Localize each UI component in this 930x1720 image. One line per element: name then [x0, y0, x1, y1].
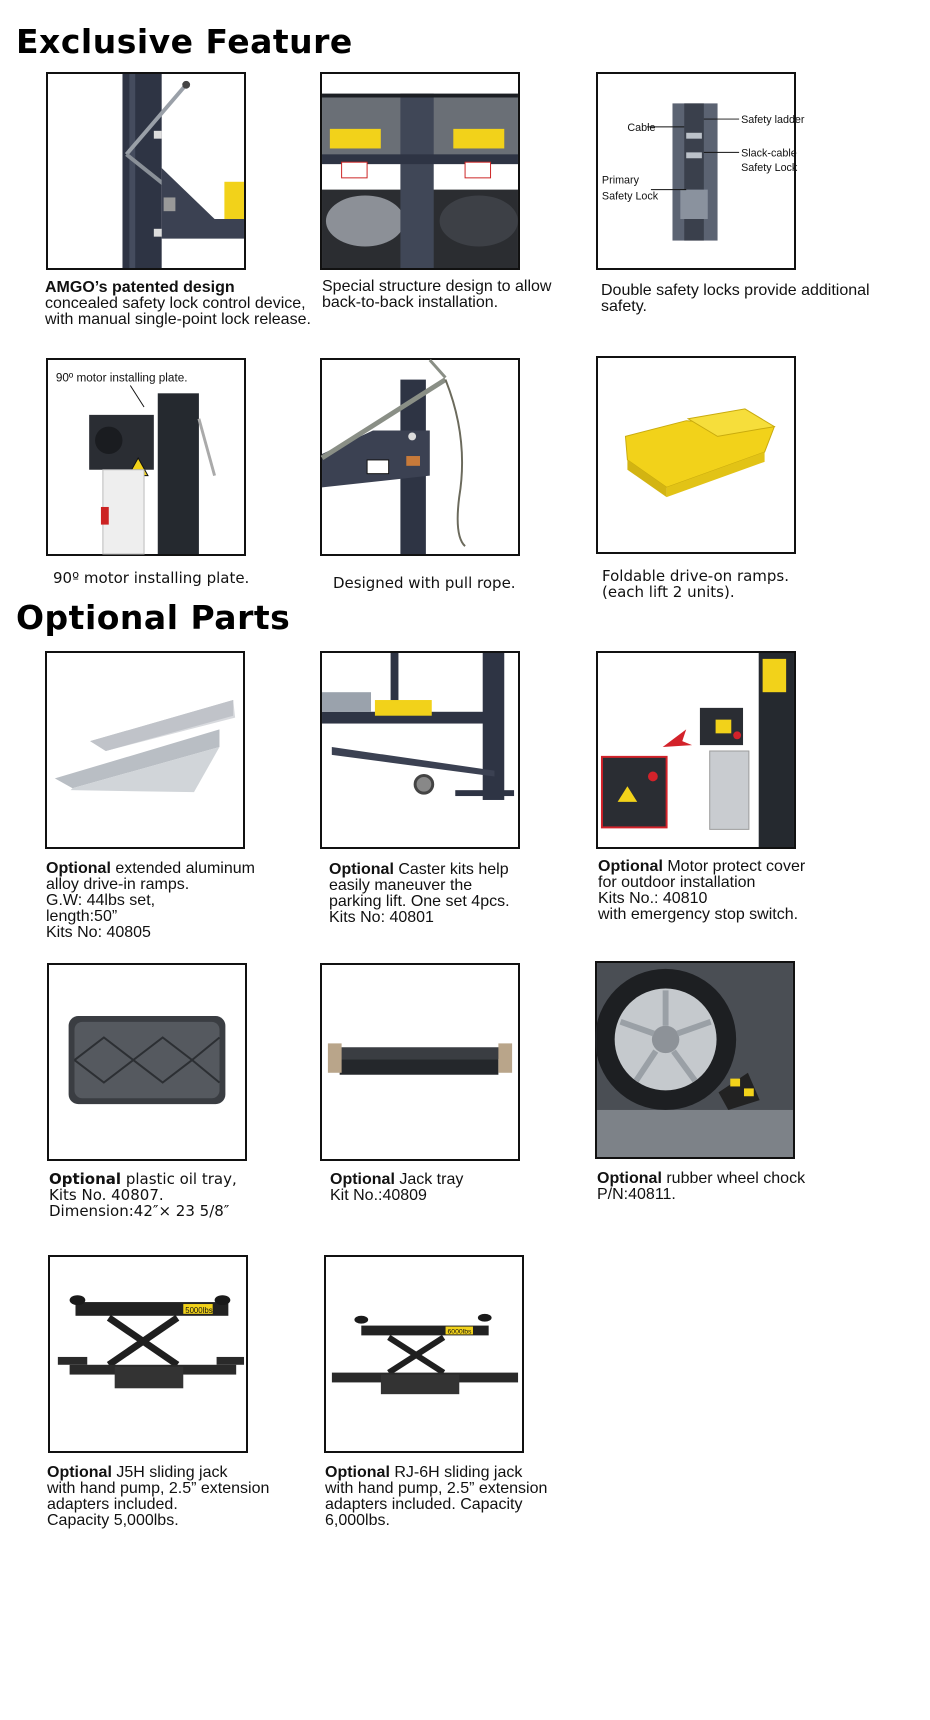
motor-plate-label: 90º motor installing plate. [55, 371, 188, 385]
pull-rope-image [320, 358, 520, 556]
double-safety-locks-image [596, 72, 805, 270]
slack-cable-label: Slack-cable [741, 147, 797, 160]
caption-bold: AMGO’s patented design [45, 279, 235, 296]
oil-tray-image [47, 963, 247, 1161]
optional-caption-2 [329, 862, 599, 926]
caption-line: Capacity 5,000lbs. [47, 1512, 179, 1529]
optional-bold: Optional [330, 1171, 395, 1188]
optional-caption-6 [597, 1171, 867, 1203]
primary-lock-label: Safety Lock [601, 190, 659, 203]
exclusive-feature-title: Exclusive Feature [16, 22, 353, 61]
caption-line: G.W: 44lbs set, [46, 892, 156, 909]
foldable-ramp-image [596, 356, 796, 554]
caption-line: Kits No: 40801 [329, 909, 434, 926]
caption-line2: (each lift 2 units). [602, 583, 735, 601]
caption-line: Caster kits help [393, 861, 509, 878]
caption-line: length:50” [46, 908, 118, 925]
caption-line: 6,000lbs. [325, 1512, 390, 1529]
optional-bold: Optional [49, 1170, 122, 1188]
j5h-sliding-jack-image [48, 1255, 248, 1453]
safety-lock-control-image [46, 72, 246, 270]
caption-line: Dimension:42″× 23 5/8″ [49, 1202, 230, 1220]
safety-ladder-label: Safety ladder [741, 113, 805, 126]
caption-line: Kit No.:40809 [330, 1187, 427, 1204]
caster-kit-image [320, 651, 520, 849]
capacity-label: 6000lbs [447, 1328, 472, 1336]
optional-caption-1 [46, 861, 316, 941]
caption-line: Jack tray [394, 1171, 464, 1188]
caption-line: Kits No. 40807. [49, 1186, 164, 1204]
exclusive-caption-2: Special structure design to allow back-to-back installation. [322, 278, 552, 311]
exclusive-caption-4: 90º motor installing plate. [53, 569, 250, 587]
caption-line: with hand pump, 2.5” extension [47, 1480, 270, 1497]
slack-cable-lock-label: Safety Lock [741, 162, 798, 174]
caption-line: P/N:40811. [597, 1186, 676, 1203]
caption-line: alloy drive-in ramps. [46, 876, 190, 893]
jack-tray-image [320, 963, 520, 1161]
optional-bold: Optional [325, 1464, 390, 1481]
caption-line: with emergency stop switch. [598, 906, 799, 923]
back-to-back-image [320, 72, 520, 270]
optional-caption-8 [325, 1465, 595, 1529]
optional-bold: Optional [47, 1464, 112, 1481]
caption-line: adapters included. Capacity [325, 1496, 523, 1513]
caption-line: Kits No.: 40810 [598, 890, 708, 907]
caption-line: RJ-6H sliding jack [389, 1464, 523, 1481]
caption-line: easily maneuver the [329, 877, 473, 894]
optional-caption-7 [47, 1465, 317, 1529]
caption-text: concealed safety lock control device, with manual single-point lock release. [45, 295, 311, 328]
exclusive-caption-5: Designed with pull rope. [333, 574, 516, 592]
caption-line: with hand pump, 2.5” extension [325, 1480, 548, 1497]
capacity-label: 5000lbs [185, 1305, 213, 1315]
optional-caption-3 [598, 859, 868, 923]
motor-protect-cover-image [596, 651, 796, 849]
aluminum-ramps-image [45, 651, 245, 849]
caption-line1: Foldable drive-on ramps. [602, 567, 790, 585]
primary-label: Primary [601, 174, 640, 187]
optional-caption-5 [330, 1172, 600, 1204]
cable-label: Cable [627, 121, 656, 134]
motor-plate-image [46, 358, 246, 556]
caption-line: Kits No: 40805 [46, 924, 151, 941]
caption-line: parking lift. One set 4pcs. [329, 893, 510, 910]
caption-line: Motor protect cover [662, 858, 806, 875]
caption-line: adapters included. [47, 1496, 178, 1513]
caption-line: rubber wheel chock [661, 1170, 806, 1187]
wheel-chock-image [595, 961, 795, 1159]
rj-6h-sliding-jack-image [324, 1255, 524, 1453]
optional-parts-title: Optional Parts [16, 598, 291, 637]
optional-caption-4 [49, 1171, 319, 1219]
exclusive-caption-6 [602, 568, 872, 600]
caption-line: plastic oil tray, [121, 1170, 237, 1188]
caption-line: extended aluminum [110, 860, 255, 877]
caption-line: for outdoor installation [598, 874, 756, 891]
optional-bold: Optional [46, 860, 111, 877]
exclusive-caption-1 [45, 280, 315, 328]
optional-bold: Optional [329, 861, 394, 878]
optional-bold: Optional [598, 858, 663, 875]
caption-line: J5H sliding jack [111, 1464, 228, 1481]
exclusive-caption-3: Double safety locks provide additional safety. [601, 282, 870, 315]
optional-bold: Optional [597, 1170, 662, 1187]
